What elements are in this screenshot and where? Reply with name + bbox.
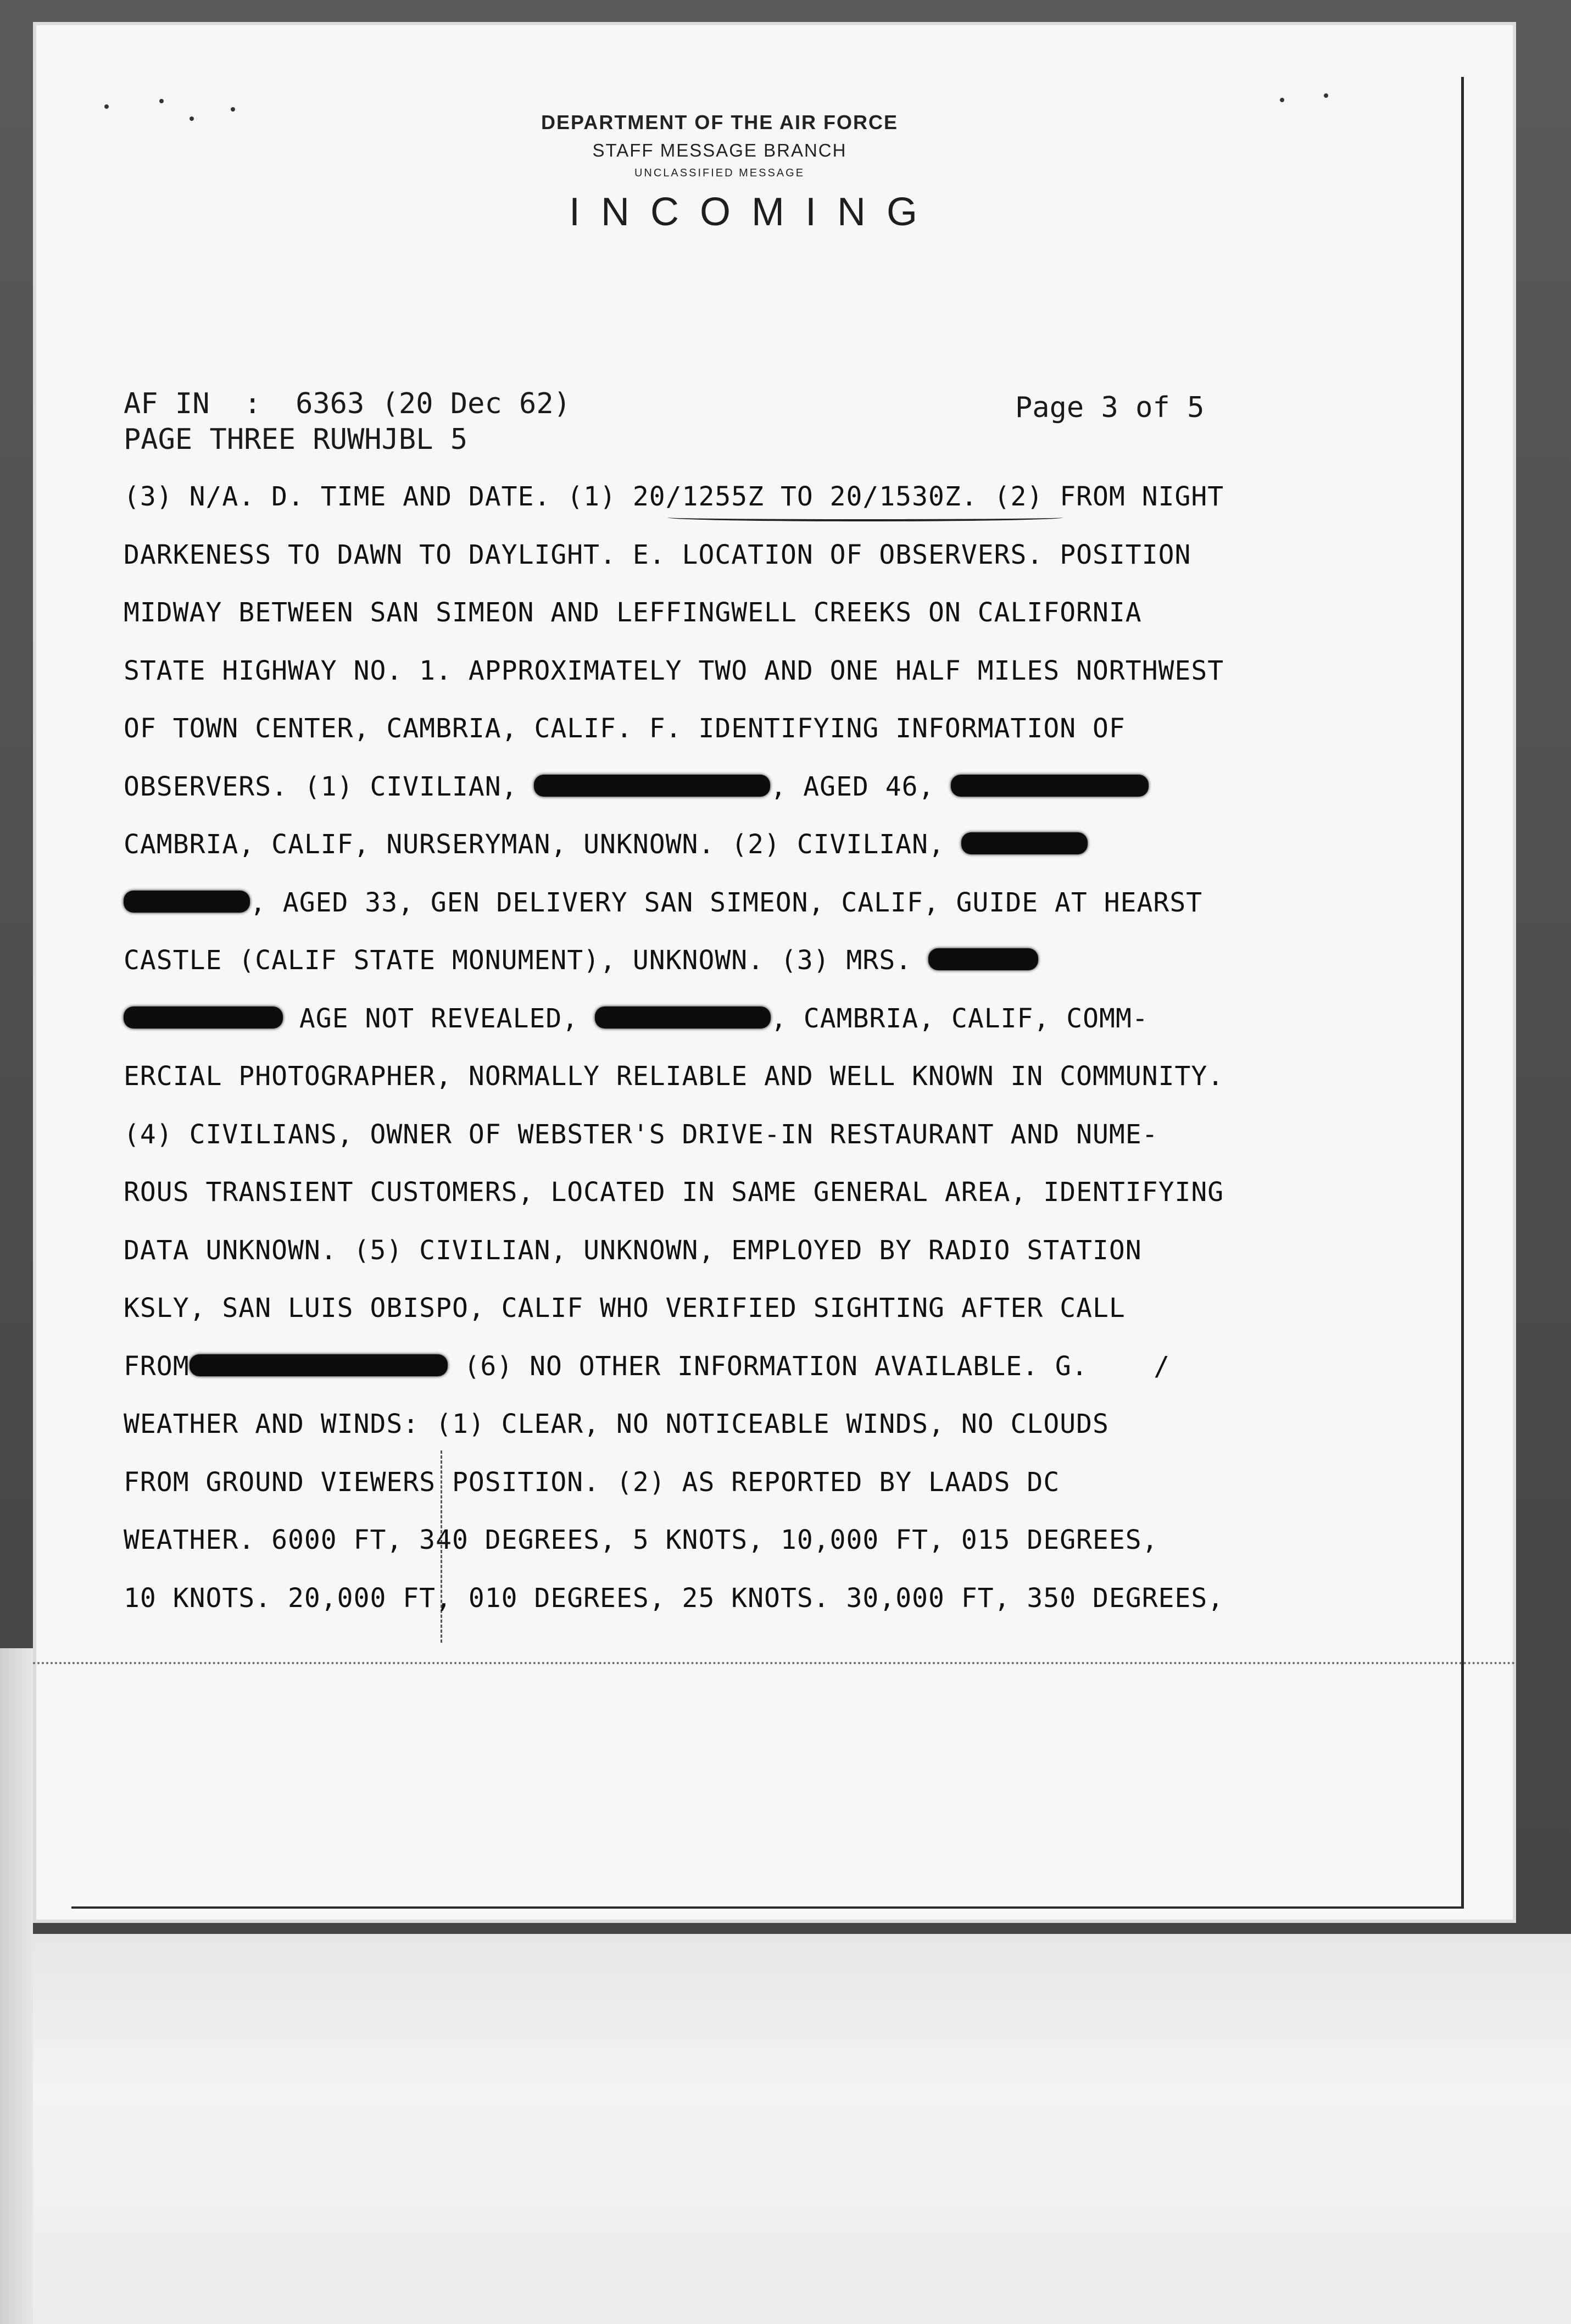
line-text: CAMBRIA, CALIF, NURSERYMAN, UNKNOWN. (2) CIVILIAN, xyxy=(124,829,961,860)
message-line xyxy=(124,709,1392,767)
message-line xyxy=(124,1463,1392,1521)
line-text: DATA UNKNOWN. (5) CIVILIAN, UNKNOWN, EMPLOYED BY RADIO STATION xyxy=(124,1235,1142,1266)
line-text: (4) CIVILIANS, OWNER OF WEBSTER'S DRIVE-IN RESTAURANT AND NUME- xyxy=(124,1119,1158,1150)
page-header: PAGE THREE RUWHJBL 5 xyxy=(124,423,468,456)
page-right-border xyxy=(1461,77,1464,1906)
line-text: (6) NO OTHER INFORMATION AVAILABLE. G. / xyxy=(447,1350,1171,1382)
message-line xyxy=(124,1578,1392,1637)
message-line xyxy=(124,825,1392,883)
message-line xyxy=(124,477,1392,535)
message-line xyxy=(124,1288,1392,1347)
line-text: WEATHER AND WINDS: (1) CLEAR, NO NOTICEABLE WINDS, NO CLOUDS xyxy=(124,1409,1109,1439)
line-text: CASTLE (CALIF STATE MONUMENT), UNKNOWN. (3) MRS. xyxy=(124,945,929,976)
message-line xyxy=(124,651,1392,709)
redaction-mark xyxy=(190,1354,448,1376)
message-line xyxy=(124,535,1392,593)
message-line xyxy=(124,1115,1392,1173)
line-text: MIDWAY BETWEEN SAN SIMEON AND LEFFINGWELL CREEKS ON CALIFORNIA xyxy=(124,597,1142,628)
line-text: (3) N/A. D. TIME AND DATE. (1) 20/1255Z TO 20/1530Z. (2) FROM NIGHT xyxy=(124,481,1224,512)
line-text: , AGED 46, xyxy=(770,771,951,802)
af-in-number: AF IN : 6363 (20 Dec 62) xyxy=(124,387,571,420)
page-indicator: Page 3 of 5 xyxy=(1015,391,1205,424)
line-text: WEATHER. 6000 FT, 340 DEGREES, 5 KNOTS, 10,000 FT, 015 DEGREES, xyxy=(124,1525,1158,1555)
message-line xyxy=(124,593,1392,651)
redaction-mark xyxy=(124,891,250,913)
message-line xyxy=(124,941,1392,999)
line-text: ERCIAL PHOTOGRAPHER, NORMALLY RELIABLE AND WELL KNOWN IN COMMUNITY. xyxy=(124,1061,1224,1092)
incoming-heading: INCOMING xyxy=(569,190,938,234)
message-line xyxy=(124,883,1392,941)
message-line xyxy=(124,1172,1392,1231)
line-text: DARKENESS TO DAWN TO DAYLIGHT. E. LOCATION OF OBSERVERS. POSITION xyxy=(124,539,1191,570)
redaction-mark xyxy=(928,948,1038,970)
message-line xyxy=(124,999,1392,1057)
message-line xyxy=(124,1520,1392,1578)
message-line xyxy=(124,1347,1392,1405)
line-text: AGE NOT REVEALED, xyxy=(283,1003,595,1034)
tear-line xyxy=(33,1662,1516,1664)
message-line xyxy=(124,1404,1392,1463)
scan-lower-margin xyxy=(0,1934,1571,2324)
classification-heading: UNCLASSIFIED MESSAGE xyxy=(634,167,805,179)
line-text: STATE HIGHWAY NO. 1. APPROXIMATELY TWO AND ONE HALF MILES NORTHWEST xyxy=(124,655,1224,686)
redaction-mark xyxy=(124,1007,283,1028)
message-line xyxy=(124,1231,1392,1289)
line-text: , AGED 33, GEN DELIVERY SAN SIMEON, CALIF, GUIDE AT HEARST xyxy=(250,887,1203,918)
line-text: OBSERVERS. (1) CIVILIAN, xyxy=(124,771,534,802)
line-text: ROUS TRANSIENT CUSTOMERS, LOCATED IN SAME GENERAL AREA, IDENTIFYING xyxy=(124,1177,1224,1208)
line-text: KSLY, SAN LUIS OBISPO, CALIF WHO VERIFIED SIGHTING AFTER CALL xyxy=(124,1293,1126,1324)
redaction-mark xyxy=(961,832,1088,854)
scan-left-strip xyxy=(0,1648,33,2324)
line-text: , CAMBRIA, CALIF, COMM- xyxy=(771,1003,1149,1034)
message-body xyxy=(124,477,1392,1636)
line-text: FROM xyxy=(124,1350,190,1382)
redaction-mark xyxy=(534,775,770,797)
message-line xyxy=(124,1057,1392,1115)
branch-heading: STAFF MESSAGE BRANCH xyxy=(592,140,847,160)
page-bottom-border xyxy=(71,1906,1464,1909)
redaction-mark xyxy=(951,775,1149,797)
message-line xyxy=(124,767,1392,825)
line-text: FROM GROUND VIEWERS POSITION. (2) AS REPORTED BY LAADS DC xyxy=(124,1466,1060,1498)
line-text: OF TOWN CENTER, CAMBRIA, CALIF. F. IDENTIFYING INFORMATION OF xyxy=(124,713,1126,744)
line-text: 10 KNOTS. 20,000 FT, 010 DEGREES, 25 KNOTS. 30,000 FT, 350 DEGREES, xyxy=(124,1582,1224,1614)
department-heading: DEPARTMENT OF THE AIR FORCE xyxy=(541,111,898,134)
redaction-mark xyxy=(595,1007,771,1028)
